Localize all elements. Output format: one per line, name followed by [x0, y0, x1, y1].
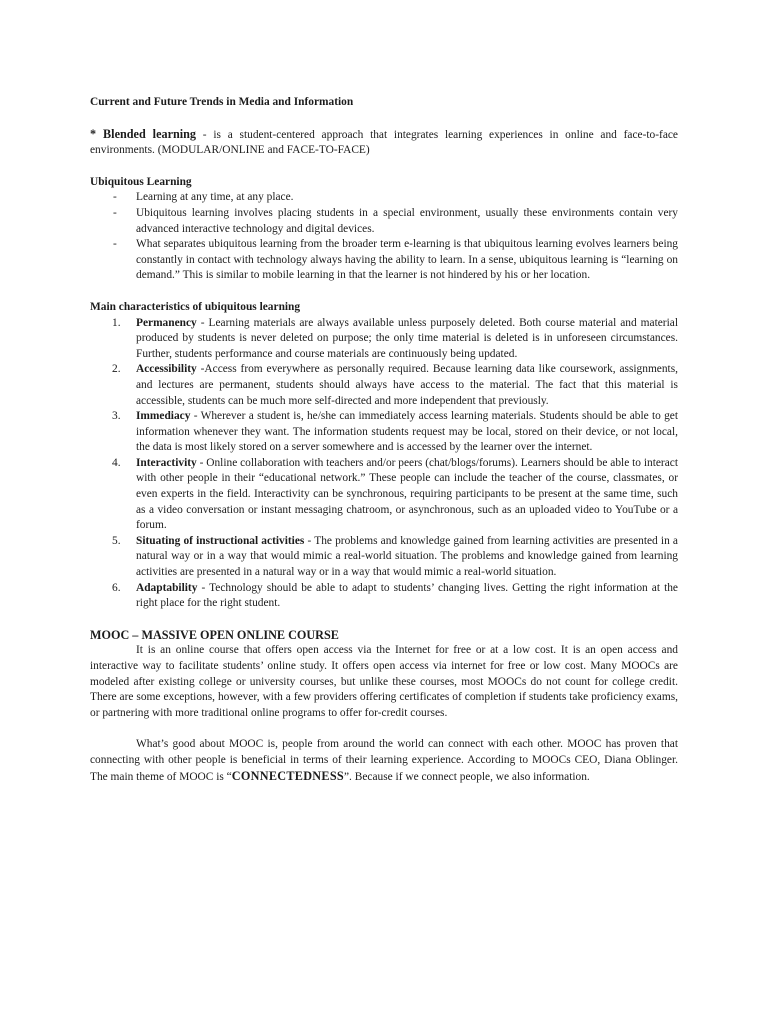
- list-item: [112, 534, 678, 581]
- ubiquitous-list: [90, 190, 678, 284]
- mooc-paragraph-1: It is an online course that offers open access via the Internet for free or at a low cost. It is an open access and interactive way to facilitate students’ online study. It offers open access via internet for free or low cost. Many MOOCs are modeled after existing college or university courses, but unlike these courses, most MOOCs do not count for college credit. There are some exceptions, however, with a few providers offering certificates of completion if students take proficiency exams, or partnering with more traditional online programs to offer for-credit courses.: [90, 644, 678, 719]
- list-item: [112, 316, 678, 363]
- mooc-heading: MOOC – MASSIVE OPEN ONLINE COURSE: [90, 627, 339, 642]
- item-text: - Technology should be able to adapt to students’ changing lives. Getting the right information at the right place for the right student.: [136, 581, 678, 610]
- item-term: Permanency: [136, 316, 197, 329]
- document-body: [90, 95, 678, 785]
- item-number: 1.: [112, 316, 121, 329]
- item-number: 3.: [112, 410, 121, 423]
- characteristics-heading: Main characteristics of ubiquitous learning: [90, 300, 301, 313]
- blended-learning-label: * Blended learning: [90, 126, 197, 141]
- blended-learning-paragraph: [90, 127, 678, 159]
- mooc-paragraph-2: [90, 737, 678, 785]
- list-item: [112, 581, 678, 612]
- item-text: -Access from everywhere as personally required. Because learning data like coursework, assignments, and lectures are permanent, students should always have access to the material. The fact that this material is accessible, students can be much more self-directed and more independent that previously.: [136, 363, 678, 407]
- item-number: 4.: [112, 456, 121, 469]
- item-number: 5.: [112, 534, 121, 547]
- item-number: 6.: [112, 581, 121, 594]
- list-item: - What separates ubiquitous learning from the broader term e-learning is that ubiquitous learning evolves learners being constantly in contact with technology always having the ability to learn. In a sense, ubiquitous learning is “learning on demand.” This is similar to mobile learning in that the learner is not hindered by his or her location.: [136, 237, 678, 284]
- list-item: - Ubiquitous learning involves placing students in a special environment, usually these environments contain very advanced interactive technology and digital devices.: [136, 206, 678, 237]
- blended-learning-text: - is a student-centered approach that integrates learning experiences in online and face-to-face environments. (MODULAR/ONLINE and FACE-TO-FACE): [90, 128, 678, 157]
- list-item: [112, 409, 678, 456]
- item-term: Interactivity: [136, 456, 197, 469]
- item-term: Adaptability: [136, 581, 198, 594]
- item-text: - Wherever a student is, he/she can immediately access learning materials. Students should be able to get information whenever they want. The information students request may be local, stored on their device, or not local, the data is most likely stored on a server somewhere and is accessed by the learner over the internet.: [136, 410, 678, 454]
- item-text: - Learning materials are always available unless purposely deleted. Both course material and material produced by students is never deleted on purpose; the only time material is deleted is in unforeseen circumstances. Further, students performance and course materials are continuously being updated.: [136, 316, 678, 360]
- item-text: - Online collaboration with teachers and/or peers (chat/blogs/forums). Learners should be able to interact with other people in their “educational network.” These people can include the teacher of the course, classmates, or even experts in the field. Interactivity can be synchronous, requiring participants to be present at the same time, such as a video conversation or instant messaging chatroom, or asynchronous, such as an uploaded video to YouTube or a forum.: [136, 456, 678, 532]
- list-item: - Learning at any time, at any place.: [136, 190, 678, 206]
- mooc-paragraph-2-end: ”. Because if we connect people, we also information.: [344, 770, 590, 783]
- characteristics-list: [90, 316, 678, 612]
- item-number: 2.: [112, 363, 121, 376]
- item-term: Immediacy: [136, 410, 191, 423]
- list-item: [112, 362, 678, 409]
- document-title: Current and Future Trends in Media and Information: [90, 96, 354, 108]
- item-term: Situating of instructional activities: [136, 534, 305, 547]
- mooc-paragraph-2-start: What’s good about MOOC is, people from around the world can connect with each other. MOOC has proven that connecting with other people is beneficial in terms of their learning experience. According to MOOCs CEO, Diana Oblinger. The main theme of MOOC is “: [90, 738, 678, 783]
- item-term: Accessibility: [136, 363, 197, 376]
- ubiquitous-heading: Ubiquitous Learning: [90, 175, 192, 188]
- list-item: [112, 456, 678, 534]
- item-text: - The problems and knowledge gained from learning activities are presented in a natural way or in a way that would mimic a real-world situation. The problems and knowledge gained from learning activities are presented in a natural way or in a way that would mimic a real-world situation.: [136, 534, 678, 579]
- connectedness-emphasis: CONNECTEDNESS: [231, 768, 344, 783]
